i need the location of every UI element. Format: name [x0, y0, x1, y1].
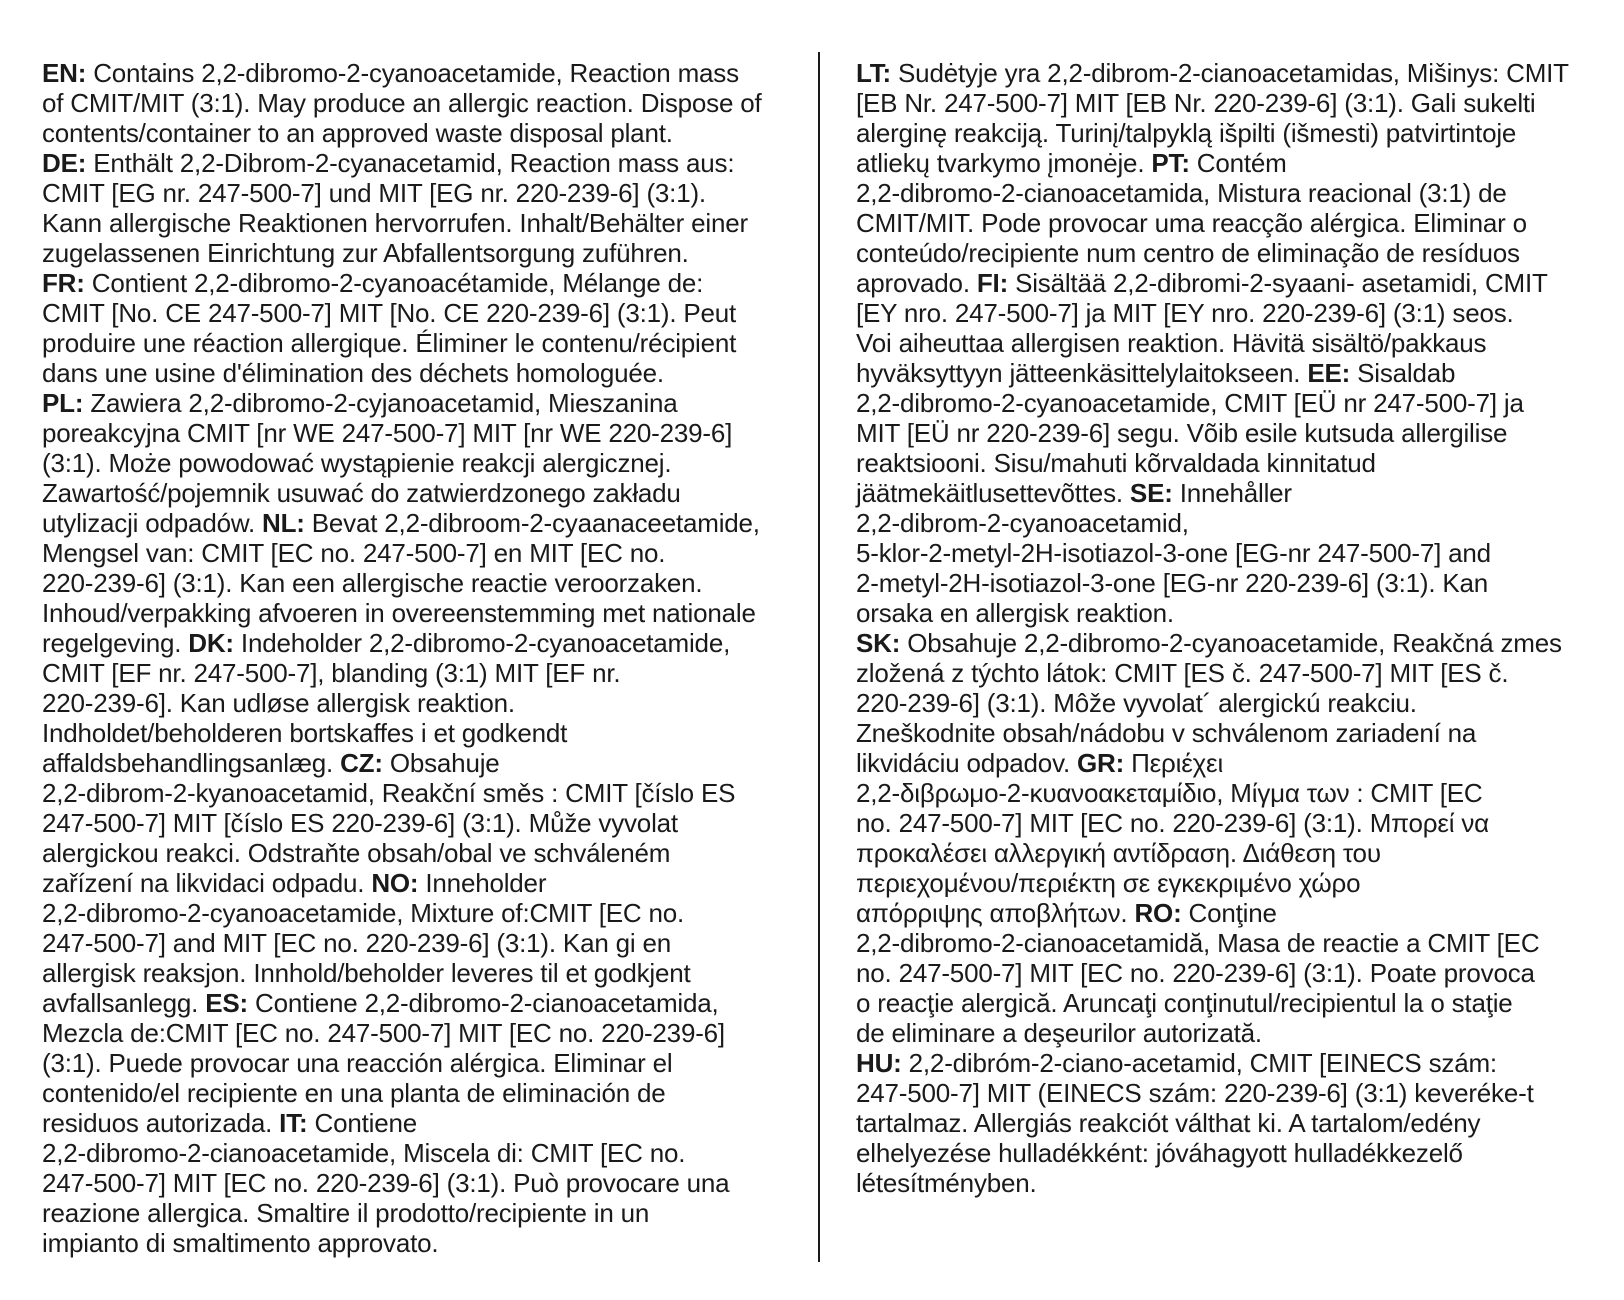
text-line	[42, 928, 762, 958]
line-text: Obsahuje	[382, 748, 500, 778]
language-code: NL:	[262, 508, 305, 538]
line-text: o reacţie alergică. Aruncaţi conţinutul/recipientul la o staţie	[856, 988, 1513, 1018]
text-line	[42, 718, 762, 748]
line-text: likvidáciu odpadov.	[856, 748, 1077, 778]
text-line	[856, 58, 1569, 88]
line-text: contenido/el recipiente en una planta de eliminación de	[42, 1078, 666, 1108]
text-line	[856, 1078, 1569, 1108]
line-text: Sisältää 2,2-dibromi-2-syaani- asetamidi, CMIT	[1008, 268, 1548, 298]
line-text: Mengsel van: CMIT [EC no. 247-500-7] en MIT [EC no.	[42, 538, 666, 568]
text-line	[42, 688, 762, 718]
line-text: Mezcla de:CMIT [EC no. 247-500-7] MIT [EC no. 220-239-6]	[42, 1018, 725, 1048]
line-text: προκαλέσει αλλεργική αντίδραση. Διάθεση του	[856, 838, 1381, 868]
line-text: περιεχομένου/περιέκτη σε εγκεκριμένο χώρο	[856, 868, 1361, 898]
left-text-column	[42, 58, 762, 1258]
text-line	[856, 508, 1569, 538]
line-text: tartalmaz. Allergiás reakciót válthat ki. A tartalom/edény	[856, 1108, 1481, 1138]
column-divider	[818, 52, 820, 1262]
line-text: Inhoud/verpakking afvoeren in overeenstemming met nationale	[42, 598, 756, 628]
text-line	[42, 268, 762, 298]
text-line	[42, 358, 762, 388]
text-line	[856, 1138, 1569, 1168]
text-line	[856, 598, 1569, 628]
line-text: 2,2-dibromo-2-cyanoacetamide, CMIT [EÜ nr 247-500-7] ja	[856, 388, 1524, 418]
line-text: Indholdet/beholderen bortskaffes i et godkendt	[42, 718, 568, 748]
text-line	[42, 118, 762, 148]
text-line	[42, 598, 762, 628]
text-line	[856, 1168, 1569, 1198]
line-text: 2,2-dibrom-2-cyanoacetamid,	[856, 508, 1189, 538]
language-code: ES:	[205, 988, 248, 1018]
line-text: CMIT/MIT. Pode provocar uma reacção alérgica. Eliminar o	[856, 208, 1527, 238]
line-text: 2,2-dibromo-2-cianoacetamide, Miscela di: CMIT [EC no.	[42, 1138, 686, 1168]
line-text: zařízení na likvidaci odpadu.	[42, 868, 372, 898]
line-text: elhelyezése hulladékként: jóváhagyott hulladékkezelő	[856, 1138, 1463, 1168]
line-text: (3:1). Puede provocar una reacción alérgica. Eliminar el	[42, 1048, 673, 1078]
text-line	[42, 1228, 762, 1258]
line-text: orsaka en allergisk reaktion.	[856, 598, 1174, 628]
line-text: απόρριψης αποβλήτων.	[856, 898, 1135, 928]
language-code: GR:	[1077, 748, 1125, 778]
text-line	[856, 208, 1569, 238]
line-text: 5-klor-2-metyl-2H-isotiazol-3-one [EG-nr 247-500-7] and	[856, 538, 1491, 568]
line-text: no. 247-500-7] MIT [EC no. 220-239-6] (3:1). Poate provoca	[856, 958, 1535, 988]
text-line	[42, 628, 762, 658]
text-line	[856, 568, 1569, 598]
line-text: Zawartość/pojemnik usuwać do zatwierdzonego zakładu	[42, 478, 681, 508]
line-text: 220-239-6] (3:1). Kan een allergische reactie veroorzaken.	[42, 568, 703, 598]
line-text: reazione allergica. Smaltire il prodotto/recipiente in un	[42, 1198, 650, 1228]
text-line	[856, 1018, 1569, 1048]
text-line	[42, 808, 762, 838]
text-line	[856, 928, 1569, 958]
text-line	[856, 118, 1569, 148]
text-line	[42, 988, 762, 1018]
line-text: Sisaldab	[1350, 358, 1456, 388]
line-text: affaldsbehandlingsanlæg.	[42, 748, 341, 778]
text-line	[42, 448, 762, 478]
text-line	[856, 298, 1569, 328]
line-text: Zawiera 2,2-dibromo-2-cyjanoacetamid, Mieszanina	[83, 388, 678, 418]
line-text: 2,2-dibróm-2-ciano-acetamid, CMIT [EINECS szám:	[901, 1048, 1497, 1078]
language-code: RO:	[1134, 898, 1182, 928]
text-line	[856, 958, 1569, 988]
line-text: contents/container to an approved waste disposal plant.	[42, 118, 673, 148]
language-code: CZ:	[340, 748, 383, 778]
language-code: SK:	[856, 628, 901, 658]
text-line	[42, 1078, 762, 1108]
text-line	[856, 988, 1569, 1018]
line-text: alerginę reakciją. Turinį/talpyklą išpilti (išmesti) patvirtintoje	[856, 118, 1517, 148]
text-line	[856, 178, 1569, 208]
language-code: NO:	[371, 868, 419, 898]
line-text: Contém	[1189, 148, 1287, 178]
line-text: Contiene 2,2-dibromo-2-cianoacetamida,	[247, 988, 719, 1018]
text-line	[42, 58, 762, 88]
line-text: 247-500-7] MIT [EC no. 220-239-6] (3:1). Può provocare una	[42, 1168, 730, 1198]
line-text: avfallsanlegg.	[42, 988, 206, 1018]
line-text: 2,2-dibromo-2-cianoacetamida, Mistura reacional (3:1) de	[856, 178, 1507, 208]
text-line	[856, 88, 1569, 118]
line-text: of CMIT/MIT (3:1). May produce an allergic reaction. Dispose of	[42, 88, 762, 118]
text-line	[856, 808, 1569, 838]
line-text: CMIT [EF nr. 247-500-7], blanding (3:1) MIT [EF nr.	[42, 658, 621, 688]
text-line	[856, 418, 1569, 448]
text-line	[42, 838, 762, 868]
line-text: reaktsiooni. Sisu/mahuti kõrvaldada kinnitatud	[856, 448, 1376, 478]
language-code: PL:	[42, 388, 84, 418]
language-code: SE:	[1129, 478, 1173, 508]
line-text: 2,2-dibromo-2-cianoacetamidă, Masa de reactie a CMIT [EC	[856, 928, 1540, 958]
line-text: produire une réaction allergique. Éliminer le contenu/récipient	[42, 328, 737, 358]
text-line	[42, 208, 762, 238]
text-line	[42, 328, 762, 358]
text-line	[856, 478, 1569, 508]
text-line	[856, 328, 1569, 358]
text-line	[856, 268, 1569, 298]
line-text: regelgeving.	[42, 628, 189, 658]
line-text: Conţine	[1181, 898, 1277, 928]
text-line	[856, 238, 1569, 268]
language-code: LT:	[856, 58, 892, 88]
text-line	[42, 1108, 762, 1138]
line-text: (3:1). Może powodować wystąpienie reakcji alergicznej.	[42, 448, 672, 478]
text-line	[856, 718, 1569, 748]
text-line	[42, 748, 762, 778]
text-line	[42, 868, 762, 898]
line-text: Voi aiheuttaa allergisen reaktion. Hävitä sisältö/pakkaus	[856, 328, 1487, 358]
line-text: jäätmekäitlusettevõttes.	[856, 478, 1130, 508]
text-line	[42, 538, 762, 568]
line-text: Contiene	[307, 1108, 417, 1138]
text-line	[856, 358, 1569, 388]
line-text: hyväksyttyyn jätteenkäsittelylaitokseen.	[856, 358, 1308, 388]
line-text: allergisk reaksjon. Innhold/beholder leveres til et godkjent	[42, 958, 691, 988]
text-line	[42, 1048, 762, 1078]
text-line	[856, 538, 1569, 568]
language-code: DK:	[188, 628, 234, 658]
right-text-column	[856, 58, 1569, 1198]
text-line	[856, 628, 1569, 658]
text-line	[42, 778, 762, 808]
text-line	[856, 868, 1569, 898]
text-line	[42, 388, 762, 418]
line-text: 247-500-7] MIT [číslo ES 220-239-6] (3:1). Může vyvolat	[42, 808, 678, 838]
line-text: impianto di smaltimento approvato.	[42, 1228, 439, 1258]
line-text: Περιέχει	[1124, 748, 1224, 778]
text-line	[42, 898, 762, 928]
text-line	[42, 1018, 762, 1048]
text-line	[856, 778, 1569, 808]
language-code: PT:	[1151, 148, 1190, 178]
language-code: FI:	[976, 268, 1009, 298]
language-code: HU:	[856, 1048, 902, 1078]
line-text: CMIT [No. CE 247-500-7] MIT [No. CE 220-239-6] (3:1). Peut	[42, 298, 737, 328]
text-line	[856, 448, 1569, 478]
text-line	[856, 688, 1569, 718]
text-line	[42, 178, 762, 208]
line-text: poreakcyjna CMIT [nr WE 247-500-7] MIT [nr WE 220-239-6]	[42, 418, 733, 448]
line-text: Kann allergische Reaktionen hervorrufen. Inhalt/Behälter einer	[42, 208, 748, 238]
text-line	[42, 1198, 762, 1228]
language-code: EE:	[1307, 358, 1351, 388]
line-text: Enthält 2,2-Dibrom-2-cyanacetamid, Reaction mass aus:	[86, 148, 735, 178]
text-line	[42, 478, 762, 508]
line-text: Indeholder 2,2-dibromo-2-cyanoacetamide,	[233, 628, 731, 658]
text-line	[42, 1168, 762, 1198]
line-text: Obsahuje 2,2-dibromo-2-cyanoacetamide, Reakčná zmes	[900, 628, 1562, 658]
line-text: 2,2-dibrom-2-kyanoacetamid, Reakční směs : CMIT [číslo ES	[42, 778, 736, 808]
text-line	[42, 298, 762, 328]
line-text: Contains 2,2-dibromo-2-cyanoacetamide, Reaction mass	[86, 58, 739, 88]
line-text: Bevat 2,2-dibroom-2-cyaanaceetamide,	[304, 508, 760, 538]
line-text: de eliminare a deşeurilor autorizată.	[856, 1018, 1262, 1048]
text-line	[856, 838, 1569, 868]
text-line	[856, 898, 1569, 928]
line-text: utylizacji odpadów.	[42, 508, 263, 538]
line-text: [EY nro. 247-500-7] ja MIT [EY nro. 220-239-6] (3:1) seos.	[856, 298, 1514, 328]
line-text: 247-500-7] and MIT [EC no. 220-239-6] (3:1). Kan gi en	[42, 928, 671, 958]
line-text: residuos autorizada.	[42, 1108, 280, 1138]
line-text: zložená z týchto látok: CMIT [ES č. 247-500-7] MIT [ES č.	[856, 658, 1509, 688]
line-text: dans une usine d'élimination des déchets homologuée.	[42, 358, 664, 388]
line-text: CMIT [EG nr. 247-500-7] und MIT [EG nr. 220-239-6] (3:1).	[42, 178, 706, 208]
text-line	[42, 658, 762, 688]
line-text: MIT [EÜ nr 220-239-6] segu. Võib esile kutsuda allergilise	[856, 418, 1508, 448]
text-line	[42, 958, 762, 988]
line-text: 2,2-διβρωμο-2-κυανοακεταμίδιο, Μίγμα των : CMIT [EC	[856, 778, 1483, 808]
text-line	[856, 658, 1569, 688]
line-text: létesítményben.	[856, 1168, 1037, 1198]
line-text: Contient 2,2-dibromo-2-cyanoacétamide, Mélange de:	[84, 268, 704, 298]
line-text: 2,2-dibromo-2-cyanoacetamide, Mixture of:CMIT [EC no.	[42, 898, 685, 928]
language-code: FR:	[42, 268, 85, 298]
language-code: IT:	[279, 1108, 308, 1138]
text-line	[42, 88, 762, 118]
line-text: Sudėtyje yra 2,2-dibrom-2-cianoacetamidas, Mišinys: CMIT	[891, 58, 1569, 88]
text-line	[42, 508, 762, 538]
text-line	[42, 238, 762, 268]
line-text: Zneškodnite obsah/nádobu v schválenom zariadení na	[856, 718, 1477, 748]
line-text: no. 247-500-7] MIT [EC no. 220-239-6] (3:1). Μπορεί να	[856, 808, 1489, 838]
line-text: atliekų tvarkymo įmonėje.	[856, 148, 1152, 178]
line-text: 247-500-7] MIT (EINECS szám: 220-239-6] (3:1) keveréke-t	[856, 1078, 1534, 1108]
language-code: EN:	[42, 58, 87, 88]
text-line	[856, 148, 1569, 178]
text-line	[856, 1108, 1569, 1138]
text-line	[856, 1048, 1569, 1078]
line-text: zugelassenen Einrichtung zur Abfallentsorgung zuführen.	[42, 238, 689, 268]
line-text: Innehåller	[1172, 478, 1292, 508]
line-text: 220-239-6] (3:1). Môže vyvolat´ alergickú reakciu.	[856, 688, 1417, 718]
text-line	[42, 148, 762, 178]
line-text: alergickou reakci. Odstraňte obsah/obal ve schváleném	[42, 838, 671, 868]
text-line	[42, 418, 762, 448]
text-line	[856, 388, 1569, 418]
text-line	[42, 568, 762, 598]
line-text: conteúdo/recipiente num centro de eliminação de resíduos	[856, 238, 1520, 268]
line-text: 220-239-6]. Kan udløse allergisk reaktion.	[42, 688, 515, 718]
line-text: [EB Nr. 247-500-7] MIT [EB Nr. 220-239-6] (3:1). Gali sukelti	[856, 88, 1536, 118]
language-code: DE:	[42, 148, 87, 178]
text-line	[42, 1138, 762, 1168]
line-text: Inneholder	[418, 868, 547, 898]
text-line	[856, 748, 1569, 778]
line-text: 2-metyl-2H-isotiazol-3-one [EG-nr 220-239-6] (3:1). Kan	[856, 568, 1489, 598]
line-text: aprovado.	[856, 268, 977, 298]
